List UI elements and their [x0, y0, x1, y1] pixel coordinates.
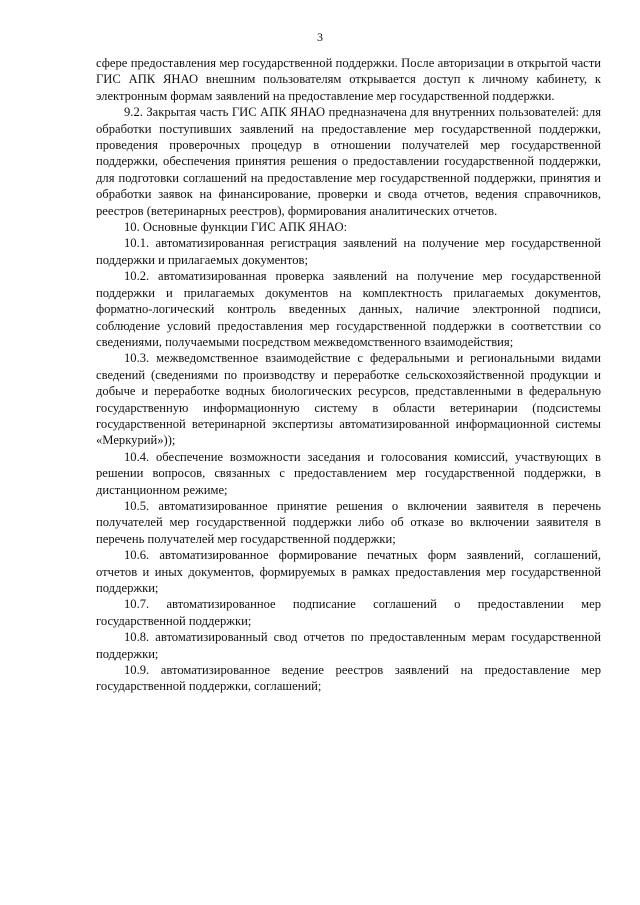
paragraph-10-2: 10.2. автоматизированная проверка заявлений на получение мер государственной поддержки и прилагаемых документов на комплектность прилагаемых документов, форматно-логический контроль введенных данных, наличие электронной подписи, соблюдение условий предоставления мер государственной поддержки в соответствии со сведениями, получаемыми посредством межведомственного взаимодействия;	[96, 269, 601, 349]
page-number: 3	[317, 30, 323, 44]
paragraph-10-8: 10.8. автоматизированный свод отчетов по предоставленным мерам государственной поддержки;	[96, 630, 601, 661]
paragraph-10-1: 10.1. автоматизированная регистрация заявлений на получение мер государственной поддержки и прилагаемых документов;	[96, 236, 601, 267]
paragraph-9-2: 9.2. Закрытая часть ГИС АПК ЯНАО предназначена для внутренних пользователей: для обработки поступивших заявлений на предоставление мер государственной поддержки, проведения проверочных процедур в отношении получателей мер государственной поддержки, обеспечения принятия решения о предоставлении государственной поддержки, для подготовки соглашений на предоставление мер государственной поддержки, принятия и обработки заявок на финансирование, проверки и свода отчетов, ведения справочников, реестров (ветеринарных реестров), формирования аналитических отчетов.	[96, 105, 601, 218]
paragraph-10-9: 10.9. автоматизированное ведение реестров заявлений на предоставление мер государственной поддержки, соглашений;	[96, 663, 601, 694]
paragraph-10: 10. Основные функции ГИС АПК ЯНАО:	[124, 220, 348, 235]
paragraph-10-4: 10.4. обеспечение возможности заседания и голосования комиссий, участвующих в решении вопросов, связанных с предоставлением мер государственной поддержки, в дистанционном режиме;	[96, 449, 601, 497]
paragraph-10-7: 10.7. автоматизированное подписание соглашений о предоставлении мер государственной поддержки;	[96, 597, 601, 628]
document-body	[96, 55, 601, 695]
paragraph-10-3: 10.3. межведомственное взаимодействие с федеральными и региональными видами сведений (сведениями по производству и переработке сельскохозяйственной продукции и добыче и переработке водных биологических ресурсов, представленными в федеральную государственную информационную систему в области ветеринарии (подсистемы государственной ветеринарной экспертизы автоматизированной информационной системы «Меркурий»));	[96, 351, 601, 448]
paragraph-continuation: сфере предоставления мер государственной поддержки. После авторизации в открытой части ГИС АПК ЯНАО внешним пользователям открывается доступ к личному кабинету, к электронным формам заявлений на предоставление мер государственной поддержки.	[96, 56, 601, 103]
paragraph-10-6: 10.6. автоматизированное формирование печатных форм заявлений, соглашений, отчетов и иных документов, формируемых в рамках предоставления мер государственной поддержки;	[96, 548, 601, 595]
paragraph-10-5: 10.5. автоматизированное принятие решения о включении заявителя в перечень получателей мер государственной поддержки либо об отказе во включении заявителя в перечень получателей мер государственной поддержки;	[96, 498, 601, 546]
